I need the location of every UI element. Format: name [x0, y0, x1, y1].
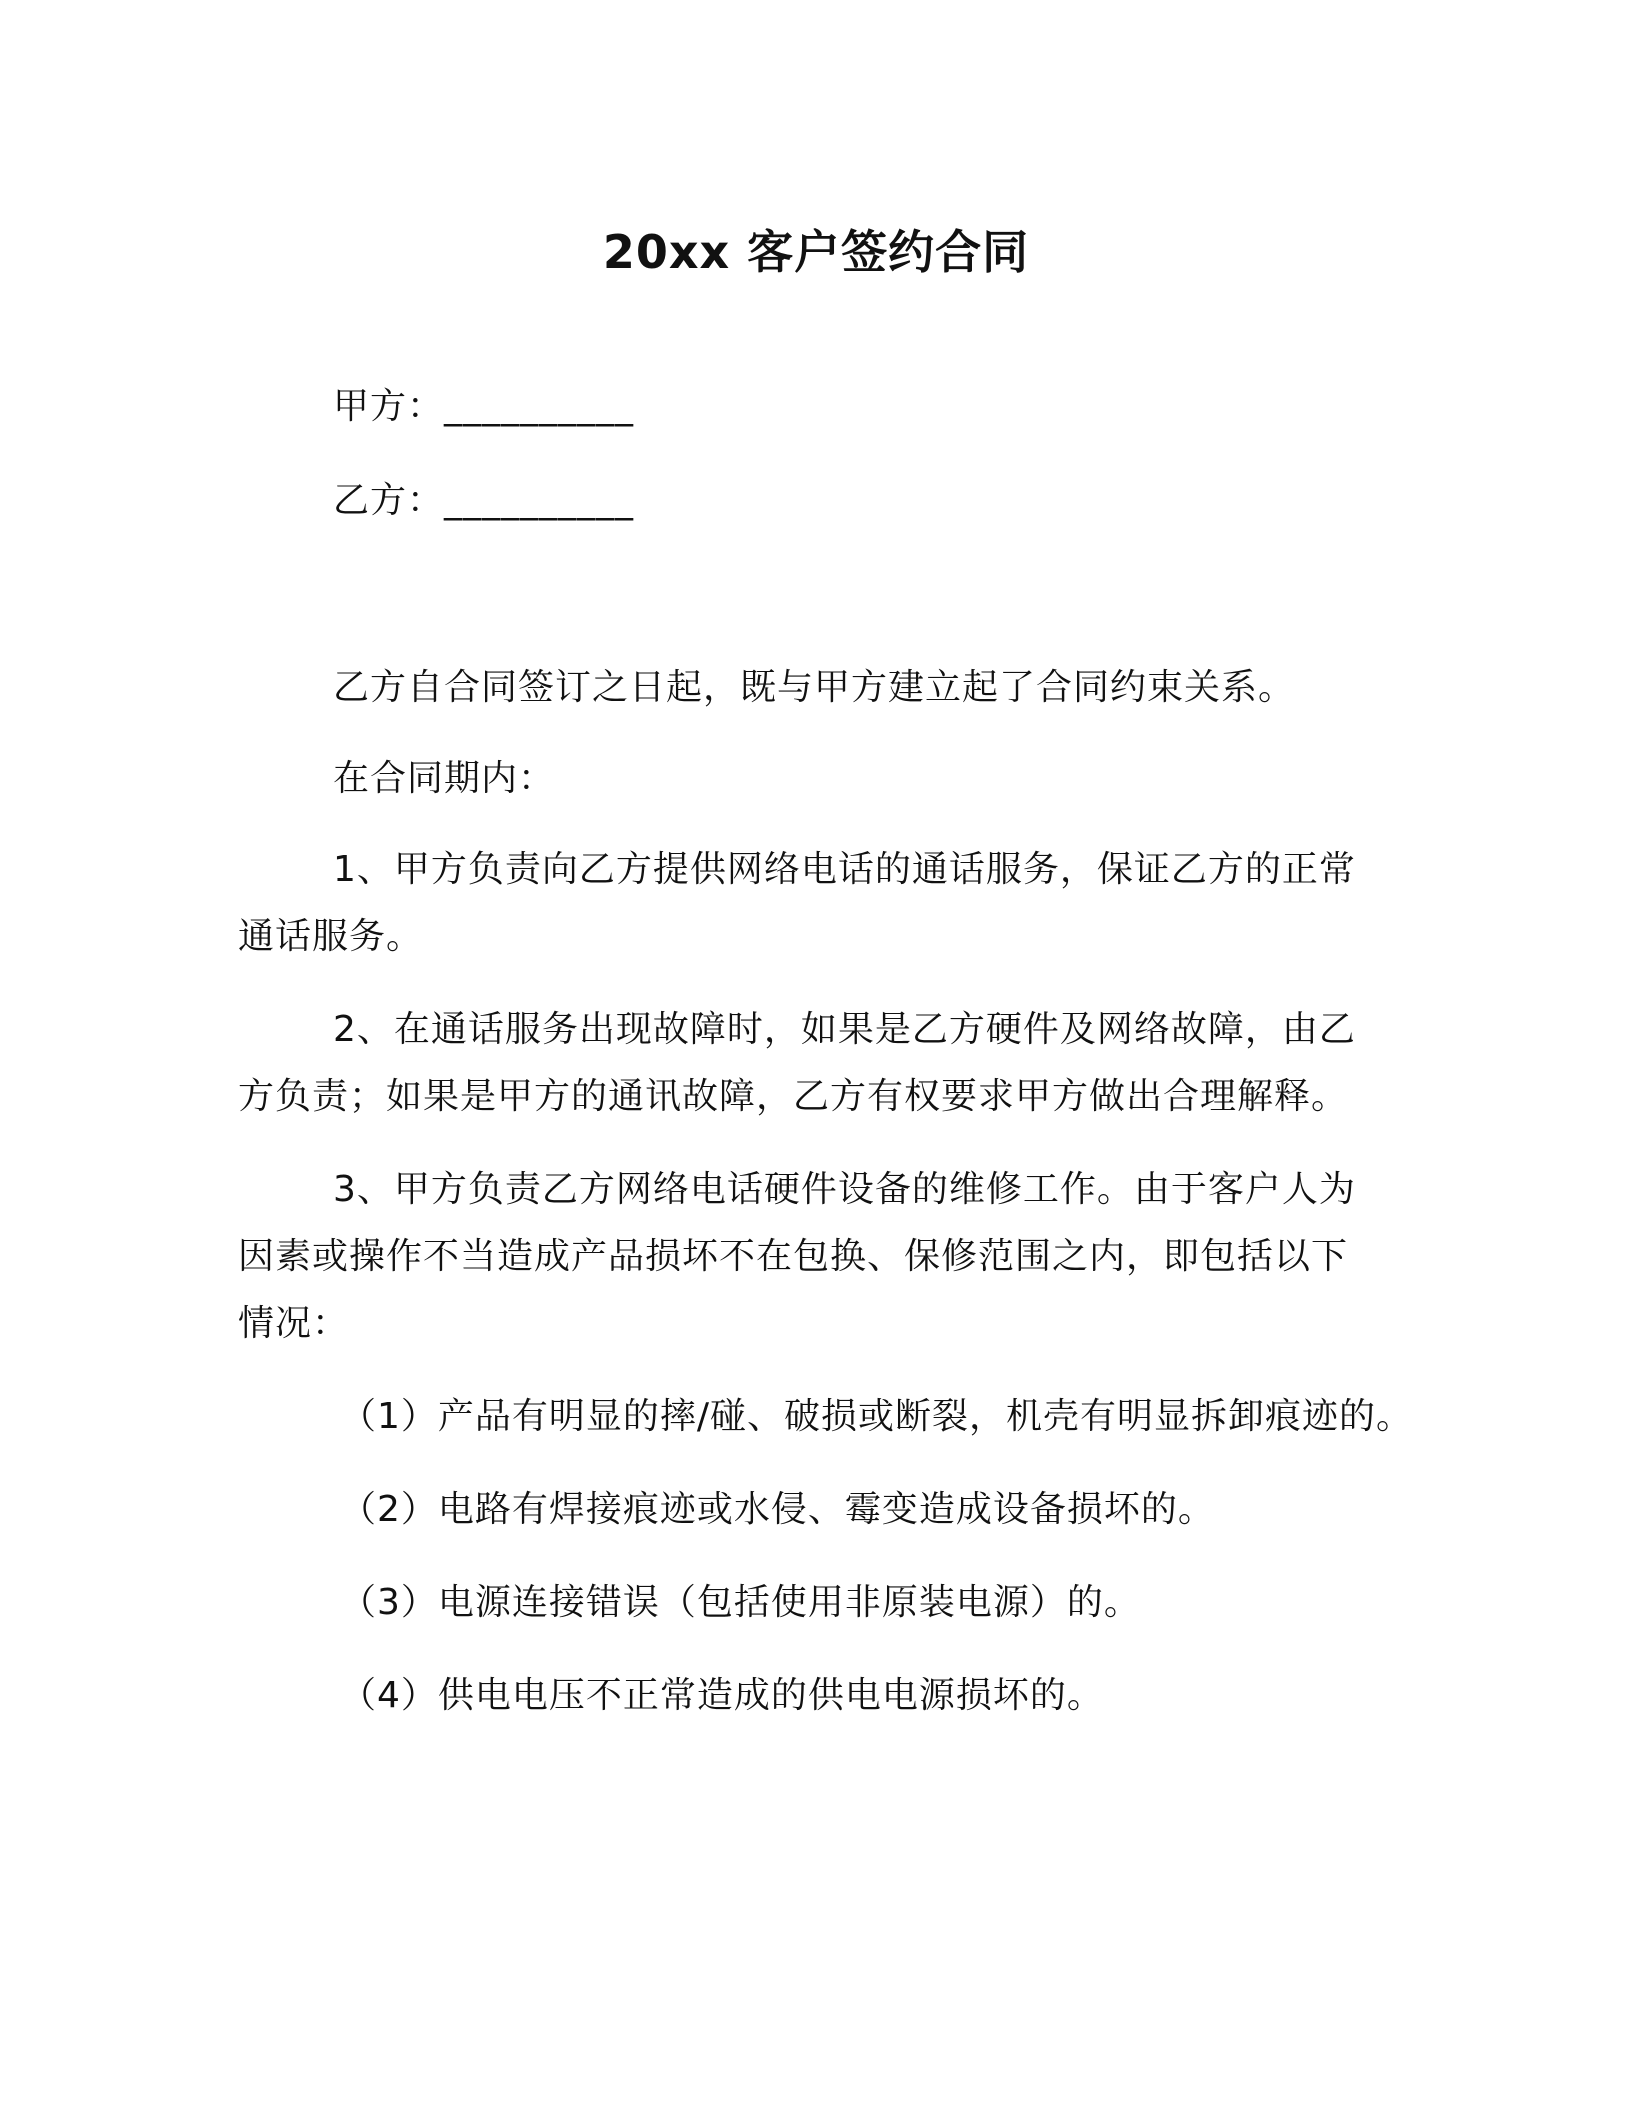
clause-1-line-1: 1、甲方负责向乙方提供网络电话的通话服务，保证乙方的正常 [333, 849, 1356, 890]
period-heading: 在合同期内： [333, 758, 556, 799]
sub-item-4: （4）供电电压不正常造成的供电电源损坏的。 [340, 1675, 1104, 1716]
party-b-line: 乙方：__________ [333, 480, 635, 521]
sub-item-2: （2）电路有焊接痕迹或水侵、霉变造成设备损坏的。 [340, 1489, 1215, 1530]
clause-2-line-1: 2、在通话服务出现故障时，如果是乙方硬件及网络故障，由乙 [333, 1009, 1356, 1050]
clause-3-line-2: 因素或操作不当造成产品损坏不在包换、保修范围之内，即包括以下 [238, 1236, 1349, 1277]
intro-paragraph: 乙方自合同签订之日起，既与甲方建立起了合同约束关系。 [333, 667, 1296, 708]
party-a-line: 甲方：__________ [333, 386, 635, 427]
clause-2-line-2: 方负责；如果是甲方的通讯故障，乙方有权要求甲方做出合理解释。 [238, 1076, 1349, 1117]
sub-item-1: （1）产品有明显的摔/碰、破损或断裂，机壳有明显拆卸痕迹的。 [340, 1396, 1414, 1437]
sub-item-3: （3）电源连接错误（包括使用非原装电源）的。 [340, 1582, 1141, 1623]
clause-1-line-2: 通话服务。 [238, 916, 424, 957]
document-title: 20xx 客户签约合同 [602, 225, 1030, 279]
clause-3-line-1: 3、甲方负责乙方网络电话硬件设备的维修工作。由于客户人为 [333, 1169, 1356, 1210]
clause-3-line-3: 情况： [238, 1303, 350, 1344]
